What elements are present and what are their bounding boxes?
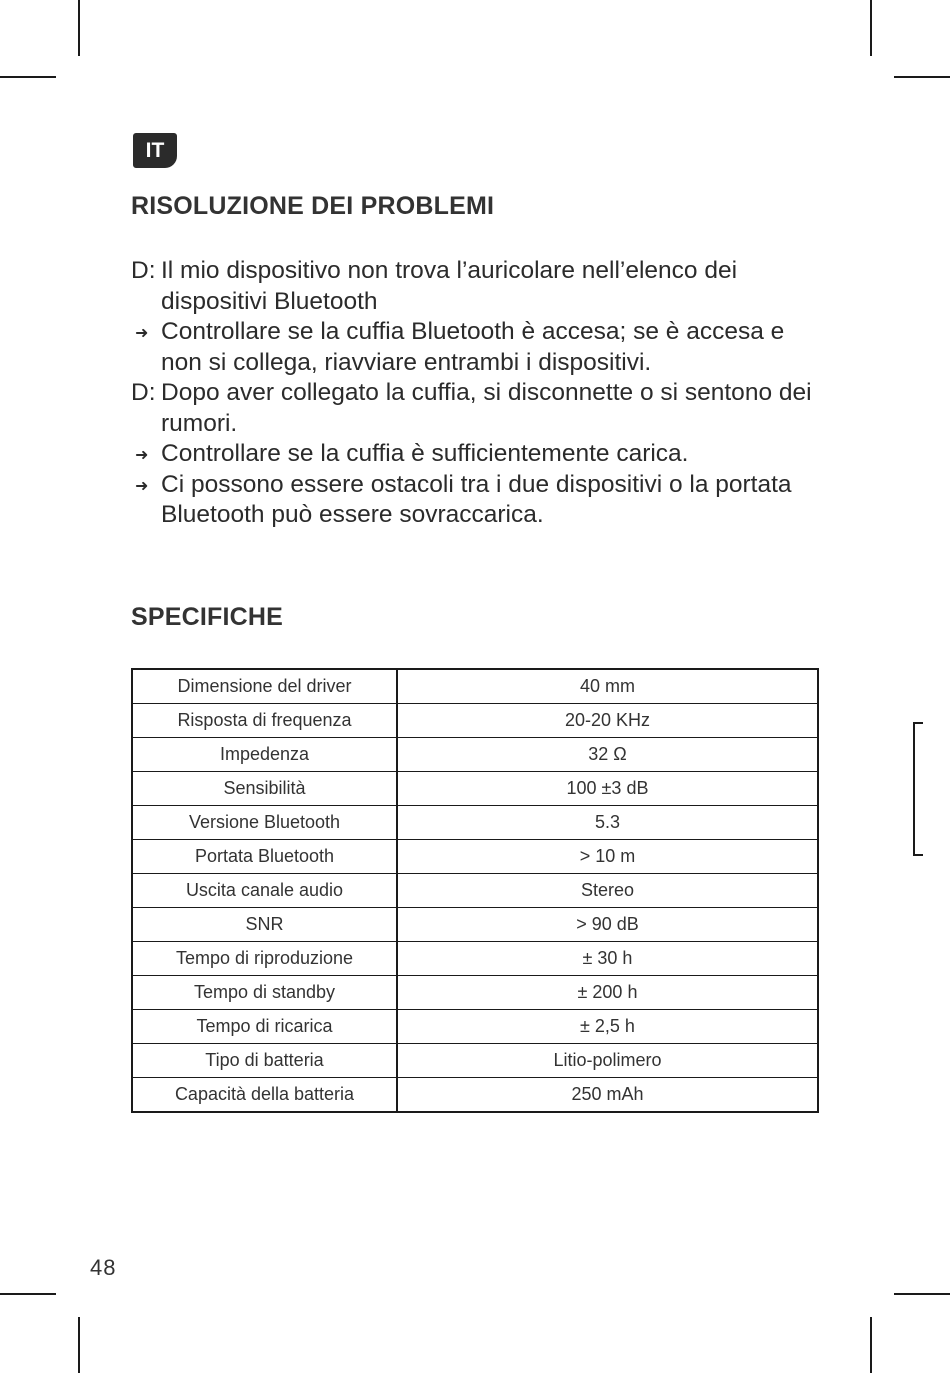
spec-value: 100 ±3 dB bbox=[397, 772, 818, 806]
question-text: Il mio dispositivo non trova l’auricolare nell’elenco dei dispositivi Bluetooth bbox=[161, 257, 738, 315]
answer-text: Ci possono essere ostacoli tra i due dispositivi o la portata Bluetooth può essere sovraccarica. bbox=[161, 470, 792, 528]
spec-value: 20-20 KHz bbox=[397, 704, 818, 738]
spec-label: Tipo di batteria bbox=[132, 1044, 397, 1078]
spec-value: > 90 dB bbox=[397, 908, 818, 942]
table-row bbox=[132, 772, 818, 806]
spec-value: Stereo bbox=[397, 874, 818, 908]
table-row bbox=[132, 874, 818, 908]
page-number: 48 bbox=[90, 1255, 117, 1280]
table-row bbox=[132, 704, 818, 738]
answer-line bbox=[131, 317, 831, 378]
troubleshooting-list bbox=[131, 256, 831, 531]
spec-label: Portata Bluetooth bbox=[132, 840, 397, 874]
spec-value: 40 mm bbox=[397, 669, 818, 704]
crop-mark bbox=[894, 76, 950, 78]
table-row bbox=[132, 806, 818, 840]
crop-mark bbox=[78, 1317, 80, 1373]
crop-mark bbox=[0, 1293, 56, 1295]
answer-text: Controllare se la cuffia è sufficientemente carica. bbox=[161, 440, 689, 467]
table-row bbox=[132, 976, 818, 1010]
spec-label: Capacità della batteria bbox=[132, 1078, 397, 1113]
table-row bbox=[132, 1010, 818, 1044]
crop-mark bbox=[870, 1317, 872, 1373]
question-text: Dopo aver collegato la cuffia, si disconnette o si sentono dei rumori. bbox=[161, 379, 812, 437]
spec-label: Versione Bluetooth bbox=[132, 806, 397, 840]
arrow-right-icon: ➜ bbox=[135, 477, 149, 495]
crop-mark bbox=[894, 1293, 950, 1295]
spec-value: ± 2,5 h bbox=[397, 1010, 818, 1044]
table-row bbox=[132, 840, 818, 874]
spec-label: Dimensione del driver bbox=[132, 669, 397, 704]
question-marker: D: bbox=[131, 379, 156, 406]
spec-value: ± 200 h bbox=[397, 976, 818, 1010]
spec-label: Tempo di ricarica bbox=[132, 1010, 397, 1044]
answer-line bbox=[131, 439, 831, 470]
troubleshooting-title: RISOLUZIONE DEI PROBLEMI bbox=[131, 192, 495, 220]
table-row bbox=[132, 669, 818, 704]
answer-line bbox=[131, 470, 831, 531]
language-badge: IT bbox=[133, 133, 177, 168]
section-tab-marker bbox=[913, 722, 923, 856]
answer-text: Controllare se la cuffia Bluetooth è accesa; se è accesa e non si collega, riavviare entrambi i dispositivi. bbox=[161, 318, 785, 376]
arrow-right-icon: ➜ bbox=[135, 447, 149, 464]
table-row bbox=[132, 908, 818, 942]
spec-label: Uscita canale audio bbox=[132, 874, 397, 908]
spec-label: Sensibilità bbox=[132, 772, 397, 806]
spec-label: Impedenza bbox=[132, 738, 397, 772]
spec-value: ± 30 h bbox=[397, 942, 818, 976]
question-line bbox=[131, 378, 831, 439]
spec-label: Risposta di frequenza bbox=[132, 704, 397, 738]
spec-value: > 10 m bbox=[397, 840, 818, 874]
spec-label: Tempo di standby bbox=[132, 976, 397, 1010]
arrow-right-icon: ➜ bbox=[135, 325, 149, 342]
spec-value: 32 Ω bbox=[397, 738, 818, 772]
crop-mark bbox=[870, 0, 872, 56]
spec-label: SNR bbox=[132, 908, 397, 942]
table-row bbox=[132, 1078, 818, 1113]
specs-table bbox=[131, 668, 819, 1113]
table-row bbox=[132, 942, 818, 976]
spec-value: 250 mAh bbox=[397, 1078, 818, 1113]
spec-value: 5.3 bbox=[397, 806, 818, 840]
specs-title: SPECIFICHE bbox=[131, 603, 284, 631]
table-row bbox=[132, 1044, 818, 1078]
table-row bbox=[132, 738, 818, 772]
spec-value: Litio-polimero bbox=[397, 1044, 818, 1078]
spec-label: Tempo di riproduzione bbox=[132, 942, 397, 976]
question-line bbox=[131, 256, 831, 317]
question-marker: D: bbox=[131, 257, 156, 284]
crop-mark bbox=[78, 0, 80, 56]
crop-mark bbox=[0, 76, 56, 78]
